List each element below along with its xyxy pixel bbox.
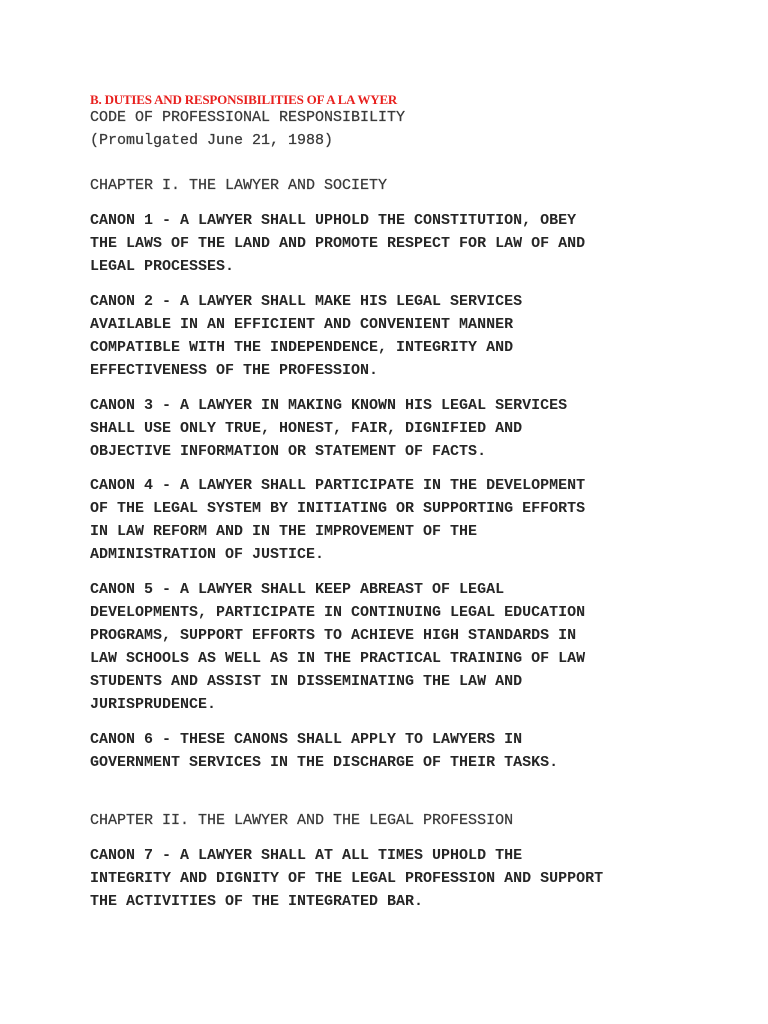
canon-5: CANON 5 - A LAWYER SHALL KEEP ABREAST OF LEGAL DEVELOPMENTS, PARTICIPATE IN CONTINUING LEGAL EDUCATION PROGRAMS, SUPPORT EFFORTS TO ACHIEVE HIGH STANDARDS IN LAW SCHOOLS AS WELL AS IN THE PRACTICAL TRAINING OF LAW STUDENTS AND ASSIST IN DISSEMINATING THE LAW AND JURISPRUDENCE. [90, 581, 586, 713]
code-title: CODE OF PROFESSIONAL RESPONSIBILITY [90, 109, 406, 126]
canon-6: CANON 6 - THESE CANONS SHALL APPLY TO LAWYERS IN GOVERNMENT SERVICES IN THE DISCHARGE OF THEIR TASKS. [90, 731, 559, 771]
chapter-1-title: CHAPTER I. THE LAWYER AND SOCIETY [90, 177, 388, 194]
canon-1: CANON 1 - A LAWYER SHALL UPHOLD THE CONSTITUTION, OBEY THE LAWS OF THE LAND AND PROMOTE RESPECT FOR LAW OF AND LEGAL PROCESSES. [90, 212, 586, 275]
promulgated-date: (Promulgated June 21, 1988) [90, 132, 334, 149]
canon-2: CANON 2 - A LAWYER SHALL MAKE HIS LEGAL SERVICES AVAILABLE IN AN EFFICIENT AND CONVENIENT MANNER COMPATIBLE WITH THE INDEPENDENCE, INTEGRITY AND EFFECTIVENESS OF THE PROFESSION. [90, 293, 523, 379]
canon-4: CANON 4 - A LAWYER SHALL PARTICIPATE IN THE DEVELOPMENT OF THE LEGAL SYSTEM BY INITIATING OR SUPPORTING EFFORTS IN LAW REFORM AND IN THE IMPROVEMENT OF THE ADMINISTRATION OF JUSTICE. [90, 477, 586, 563]
section-heading: B. DUTIES AND RESPONSIBILITIES OF A LA WYER [90, 92, 398, 107]
canon-3: CANON 3 - A LAWYER IN MAKING KNOWN HIS LEGAL SERVICES SHALL USE ONLY TRUE, HONEST, FAIR, DIGNIFIED AND OBJECTIVE INFORMATION OR STATEMENT OF FACTS. [90, 397, 568, 460]
canon-7: CANON 7 - A LAWYER SHALL AT ALL TIMES UPHOLD THE INTEGRITY AND DIGNITY OF THE LEGAL PROFESSION AND SUPPORT THE ACTIVITIES OF THE INTEGRATED BAR. [90, 847, 604, 910]
chapter-2-title: CHAPTER II. THE LAWYER AND THE LEGAL PROFESSION [90, 812, 514, 829]
